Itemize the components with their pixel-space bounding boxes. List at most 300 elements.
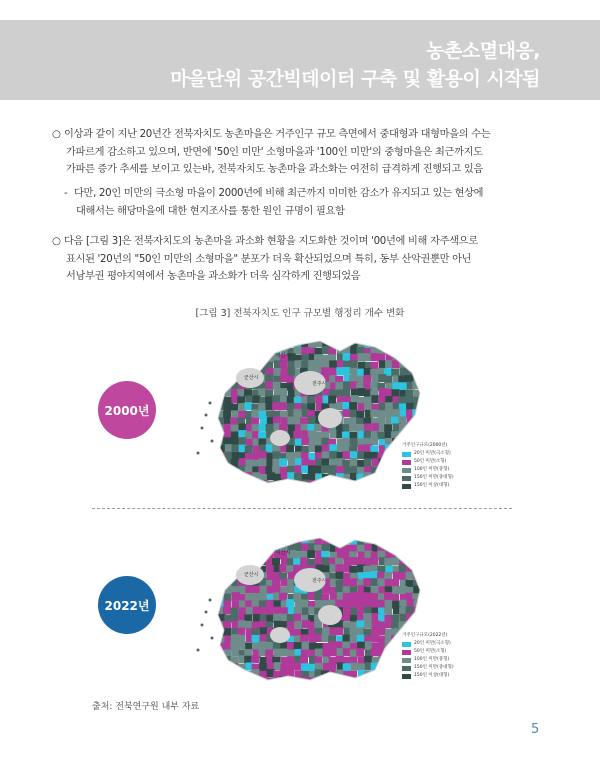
village-cell xyxy=(379,333,387,341)
village-cell xyxy=(414,432,422,440)
village-cell xyxy=(420,403,428,411)
village-cell xyxy=(370,437,378,445)
village-cell xyxy=(384,592,392,600)
legend-swatch xyxy=(402,484,411,489)
village-cell xyxy=(260,416,268,424)
village-cell xyxy=(421,388,429,396)
village-cell xyxy=(218,474,226,482)
paragraph-2 xyxy=(52,233,552,286)
village-cell xyxy=(245,486,253,493)
village-cell xyxy=(364,531,372,539)
village-cell xyxy=(209,586,217,594)
village-cell xyxy=(419,585,427,593)
village-cell xyxy=(295,685,303,690)
village-cell xyxy=(218,558,226,566)
village-cell xyxy=(265,374,273,382)
village-cell xyxy=(211,531,219,539)
village-cell xyxy=(251,677,259,685)
village-cell xyxy=(209,452,217,460)
village-cell xyxy=(259,341,267,349)
village-cell xyxy=(392,334,400,342)
village-cell xyxy=(322,557,330,565)
village-cell xyxy=(322,458,330,466)
village-cell xyxy=(386,531,394,539)
legend-item: 20인 미만(극소형) xyxy=(402,450,454,458)
village-cell xyxy=(216,579,224,587)
village-cell xyxy=(252,354,260,362)
village-cell xyxy=(413,354,421,362)
village-cell xyxy=(231,608,239,616)
village-cell xyxy=(217,671,225,679)
village-cell xyxy=(364,620,372,628)
village-cell xyxy=(350,458,358,466)
village-cell xyxy=(322,480,330,488)
village-cell xyxy=(300,530,308,538)
village-cell xyxy=(301,663,309,671)
village-cell xyxy=(231,410,239,418)
village-cell xyxy=(363,578,371,586)
village-cell xyxy=(266,600,274,608)
village-cell xyxy=(391,544,399,552)
village-cell xyxy=(224,361,232,369)
village-cell xyxy=(385,444,393,452)
village-cell xyxy=(357,531,365,539)
village-cell xyxy=(413,423,421,431)
village-cell xyxy=(370,683,378,690)
village-cell xyxy=(391,663,399,671)
village-cell xyxy=(300,634,308,642)
village-cell xyxy=(232,452,240,460)
village-cell xyxy=(405,544,413,552)
village-cell xyxy=(399,354,407,362)
village-cell xyxy=(223,340,231,348)
village-cell xyxy=(371,481,379,489)
village-cell xyxy=(258,388,266,396)
village-cell xyxy=(349,566,357,574)
village-cell xyxy=(393,649,401,657)
village-cell xyxy=(287,487,295,493)
city-label: 익산시 xyxy=(276,550,291,556)
village-cell xyxy=(244,402,252,410)
village-cell xyxy=(356,648,364,656)
village-cell xyxy=(252,332,260,340)
village-cell xyxy=(244,677,252,685)
village-cell xyxy=(420,423,428,431)
village-cell xyxy=(351,488,359,493)
village-cell xyxy=(246,537,254,545)
village-cell xyxy=(405,340,413,348)
village-cell xyxy=(385,402,393,410)
village-cell xyxy=(399,684,407,690)
village-cell xyxy=(372,531,380,539)
legend-item: 150인 미만(중대형) xyxy=(402,664,454,672)
village-cell xyxy=(371,578,379,586)
village-cell xyxy=(350,530,358,538)
village-cell xyxy=(273,614,281,622)
village-cell xyxy=(210,572,218,580)
village-cell xyxy=(414,559,422,567)
village-cell xyxy=(335,382,343,390)
village-cell xyxy=(371,648,379,656)
village-cell xyxy=(211,459,219,467)
village-cell xyxy=(210,346,218,354)
village-cell xyxy=(252,685,260,690)
island xyxy=(201,427,204,430)
village-cell xyxy=(279,593,287,601)
village-cell xyxy=(210,670,218,678)
village-cell xyxy=(217,656,225,664)
map-2000 xyxy=(180,323,440,493)
village-cell xyxy=(259,634,267,642)
village-cell xyxy=(266,340,274,348)
village-cell xyxy=(335,564,343,572)
village-cell xyxy=(253,558,261,566)
village-cell xyxy=(398,340,406,348)
village-cell xyxy=(238,684,246,690)
year-badge-2000 xyxy=(98,381,156,439)
village-cell xyxy=(343,334,351,342)
village-cell xyxy=(391,579,399,587)
village-cell xyxy=(210,536,218,544)
village-cell xyxy=(357,488,365,493)
village-cell xyxy=(399,564,407,572)
village-cell xyxy=(272,488,280,493)
village-cell xyxy=(231,474,239,482)
village-cell xyxy=(335,530,343,538)
village-cell xyxy=(421,396,429,404)
village-cell xyxy=(209,628,217,636)
village-cell xyxy=(223,621,231,629)
village-cell xyxy=(420,368,428,376)
village-cell xyxy=(259,423,267,431)
village-cell xyxy=(315,649,323,657)
village-cell xyxy=(259,550,267,558)
village-cell xyxy=(308,416,316,424)
village-cell xyxy=(322,445,330,453)
village-cell xyxy=(385,409,393,417)
village-cell xyxy=(385,641,393,649)
village-cell xyxy=(378,467,386,475)
legend-swatch xyxy=(402,658,411,663)
village-cell xyxy=(400,530,408,538)
village-cell xyxy=(363,613,371,621)
village-cell xyxy=(420,600,428,608)
village-cell xyxy=(393,684,401,690)
village-cell xyxy=(308,530,316,538)
village-cell xyxy=(224,669,232,677)
village-cell xyxy=(392,409,400,417)
village-cell xyxy=(223,367,231,375)
village-cell xyxy=(370,678,378,686)
village-cell xyxy=(385,685,393,690)
village-cell xyxy=(412,334,420,342)
legend-title-2022: 거주인구규모(2022년) xyxy=(402,633,448,638)
village-cell xyxy=(309,333,317,341)
village-cell xyxy=(251,409,259,417)
village-cell xyxy=(421,578,429,586)
village-cell xyxy=(315,395,323,403)
village-cell xyxy=(407,347,415,355)
village-cell xyxy=(351,663,359,671)
village-cell xyxy=(379,678,387,686)
year-label-2022: 2022년 xyxy=(104,598,150,613)
village-cell xyxy=(315,557,323,565)
village-cell xyxy=(252,339,260,347)
legend-swatch xyxy=(402,468,411,473)
village-cell xyxy=(363,375,371,383)
village-cell xyxy=(372,671,380,679)
village-cell xyxy=(232,592,240,600)
village-cell xyxy=(251,635,259,643)
village-cell xyxy=(343,684,351,690)
village-cell xyxy=(386,538,394,546)
village-cell xyxy=(238,557,246,565)
village-cell xyxy=(365,677,373,685)
paragraph-1 xyxy=(52,126,552,179)
island xyxy=(205,414,208,417)
village-cell xyxy=(398,375,406,383)
legend-swatch xyxy=(402,642,411,647)
village-cell xyxy=(231,537,239,545)
village-cell xyxy=(230,663,238,671)
village-cell xyxy=(378,487,386,493)
village-cell xyxy=(315,530,323,538)
village-cell xyxy=(406,537,414,545)
village-cell xyxy=(245,544,253,552)
sub1-line2: 대해서는 해당마을에 대한 현지조사를 통한 원인 규명이 필요함 xyxy=(76,205,345,217)
village-cell xyxy=(358,683,366,690)
village-cell xyxy=(391,621,399,629)
village-cell xyxy=(349,402,357,410)
village-cell xyxy=(244,550,252,558)
village-cell xyxy=(421,332,429,340)
village-cell xyxy=(414,543,422,551)
village-cell xyxy=(414,530,422,538)
village-cell xyxy=(385,600,393,608)
village-cell xyxy=(246,340,254,348)
village-cell xyxy=(266,486,274,493)
village-cell xyxy=(384,480,392,488)
village-cell xyxy=(266,643,274,651)
village-cell xyxy=(252,593,260,601)
village-cell xyxy=(421,558,429,566)
legend-title-2000: 거주인구규모(2000년) xyxy=(402,443,448,448)
village-cell xyxy=(238,437,246,445)
village-cell xyxy=(314,332,322,340)
page-title-line1: 농촌소멸대응, xyxy=(426,40,540,62)
year-label-2000: 2000년 xyxy=(104,403,150,418)
village-cell xyxy=(413,621,421,629)
village-cell xyxy=(314,592,322,600)
village-cell xyxy=(232,479,240,487)
legend-swatch xyxy=(402,460,411,465)
village-cell xyxy=(314,621,322,629)
village-cell xyxy=(379,537,387,545)
village-cell xyxy=(342,402,350,410)
village-cell xyxy=(371,634,379,642)
village-cell xyxy=(258,403,266,411)
village-cell xyxy=(406,430,414,438)
village-cell xyxy=(259,641,267,649)
village-cell xyxy=(399,545,407,553)
village-cell xyxy=(420,551,428,559)
village-cell xyxy=(252,395,260,403)
village-cell xyxy=(414,341,422,349)
village-cell xyxy=(259,592,267,600)
village-cell xyxy=(210,578,218,586)
village-cell xyxy=(377,627,385,635)
village-cell xyxy=(217,480,225,488)
village-cell xyxy=(286,599,294,607)
village-cell xyxy=(371,333,379,341)
village-cell xyxy=(223,480,231,488)
legend-item: 100인 미만(중형) xyxy=(402,466,454,474)
village-cell xyxy=(211,559,219,567)
village-cell xyxy=(414,361,422,369)
village-cell xyxy=(245,558,253,566)
village-cell xyxy=(321,332,329,340)
island xyxy=(209,402,212,405)
village-cell xyxy=(252,487,260,493)
page-number: 5 xyxy=(531,722,540,737)
village-cell xyxy=(322,649,330,657)
city-label: 군산시 xyxy=(244,375,259,381)
village-cell xyxy=(293,614,301,622)
village-cell xyxy=(225,544,233,552)
village-cell xyxy=(342,409,350,417)
village-cell xyxy=(391,445,399,453)
village-cell xyxy=(294,642,302,650)
legend-item: 50인 미만(소형) xyxy=(402,648,454,656)
village-cell xyxy=(210,368,218,376)
village-cell xyxy=(400,382,408,390)
village-cell xyxy=(370,382,378,390)
village-cell xyxy=(406,606,414,614)
village-cell xyxy=(224,348,232,356)
village-cell xyxy=(357,388,365,396)
village-cell xyxy=(217,538,225,546)
village-cell xyxy=(246,607,254,615)
village-cell xyxy=(342,438,350,446)
village-cell xyxy=(419,545,427,553)
legend-swatch xyxy=(402,674,411,679)
village-cell xyxy=(364,423,372,431)
village-cell xyxy=(232,444,240,452)
village-cell xyxy=(412,683,420,690)
village-cell xyxy=(217,354,225,362)
village-cell xyxy=(217,459,225,467)
village-cell xyxy=(328,395,336,403)
village-cell xyxy=(322,451,330,459)
village-cell xyxy=(217,382,225,390)
village-cell xyxy=(350,628,358,636)
village-cell xyxy=(237,333,245,341)
village-cell xyxy=(336,627,344,635)
village-cell xyxy=(371,487,379,493)
village-cell xyxy=(224,474,232,482)
village-cell xyxy=(329,451,337,459)
village-cell xyxy=(370,557,378,565)
island xyxy=(211,440,214,443)
village-cell xyxy=(398,416,406,424)
village-cell xyxy=(218,487,226,493)
village-cell xyxy=(308,684,316,690)
village-cell xyxy=(377,410,385,418)
village-cell xyxy=(314,424,322,432)
village-cell xyxy=(246,529,254,537)
village-cell xyxy=(272,531,280,539)
village-cell xyxy=(364,402,372,410)
village-cell xyxy=(238,411,246,419)
village-cell xyxy=(266,424,274,432)
village-cell xyxy=(210,382,218,390)
village-cell xyxy=(328,678,336,686)
legend-swatch xyxy=(402,476,411,481)
village-cell xyxy=(405,530,413,538)
page-title-line2: 마을단위 공간빅데이터 구축 및 활용이 시작됨 xyxy=(170,68,540,90)
village-cell xyxy=(342,367,350,375)
village-cell xyxy=(413,565,421,573)
village-cell xyxy=(230,334,238,342)
village-cell xyxy=(217,566,225,574)
sub-paragraph-1 xyxy=(64,185,552,220)
village-cell xyxy=(223,628,231,636)
p2-line1: 다음 [그림 3]은 전북자치도의 농촌마을 과소화 현황을 지도화한 것이며 '00년에 비해 자주색으로 xyxy=(64,236,478,247)
village-cell xyxy=(315,481,323,489)
village-cell xyxy=(230,354,238,362)
village-cell xyxy=(237,480,245,488)
island xyxy=(211,637,214,640)
village-cell xyxy=(406,353,414,361)
village-cell xyxy=(419,416,427,424)
village-cell xyxy=(258,334,266,342)
village-cell xyxy=(336,677,344,685)
village-cell xyxy=(392,488,400,493)
village-cell xyxy=(342,678,350,686)
village-cell xyxy=(252,531,260,539)
village-cell xyxy=(238,339,246,347)
village-cell xyxy=(329,537,337,545)
village-cell xyxy=(210,657,218,665)
village-cell xyxy=(224,565,232,573)
village-cell xyxy=(279,487,287,493)
village-cell xyxy=(420,572,428,580)
legend-2000 xyxy=(402,442,454,490)
village-cell xyxy=(384,486,392,493)
village-cell xyxy=(232,600,240,608)
village-cell xyxy=(365,641,373,649)
village-cell xyxy=(413,368,421,376)
village-cell xyxy=(419,354,427,362)
village-cell xyxy=(230,404,238,412)
village-cell xyxy=(258,431,266,439)
village-cell xyxy=(300,558,308,566)
village-cell xyxy=(211,396,219,404)
village-cell xyxy=(420,613,428,621)
village-cell xyxy=(209,361,217,369)
village-cell xyxy=(287,396,295,404)
village-cell xyxy=(378,685,386,690)
village-cell xyxy=(393,676,401,684)
island xyxy=(197,649,200,652)
village-cell xyxy=(266,607,274,615)
village-cell xyxy=(210,389,218,397)
village-cell xyxy=(301,333,309,341)
village-cell xyxy=(211,431,219,439)
village-cell xyxy=(295,486,303,493)
village-cell xyxy=(217,348,225,356)
village-cell xyxy=(223,403,231,411)
